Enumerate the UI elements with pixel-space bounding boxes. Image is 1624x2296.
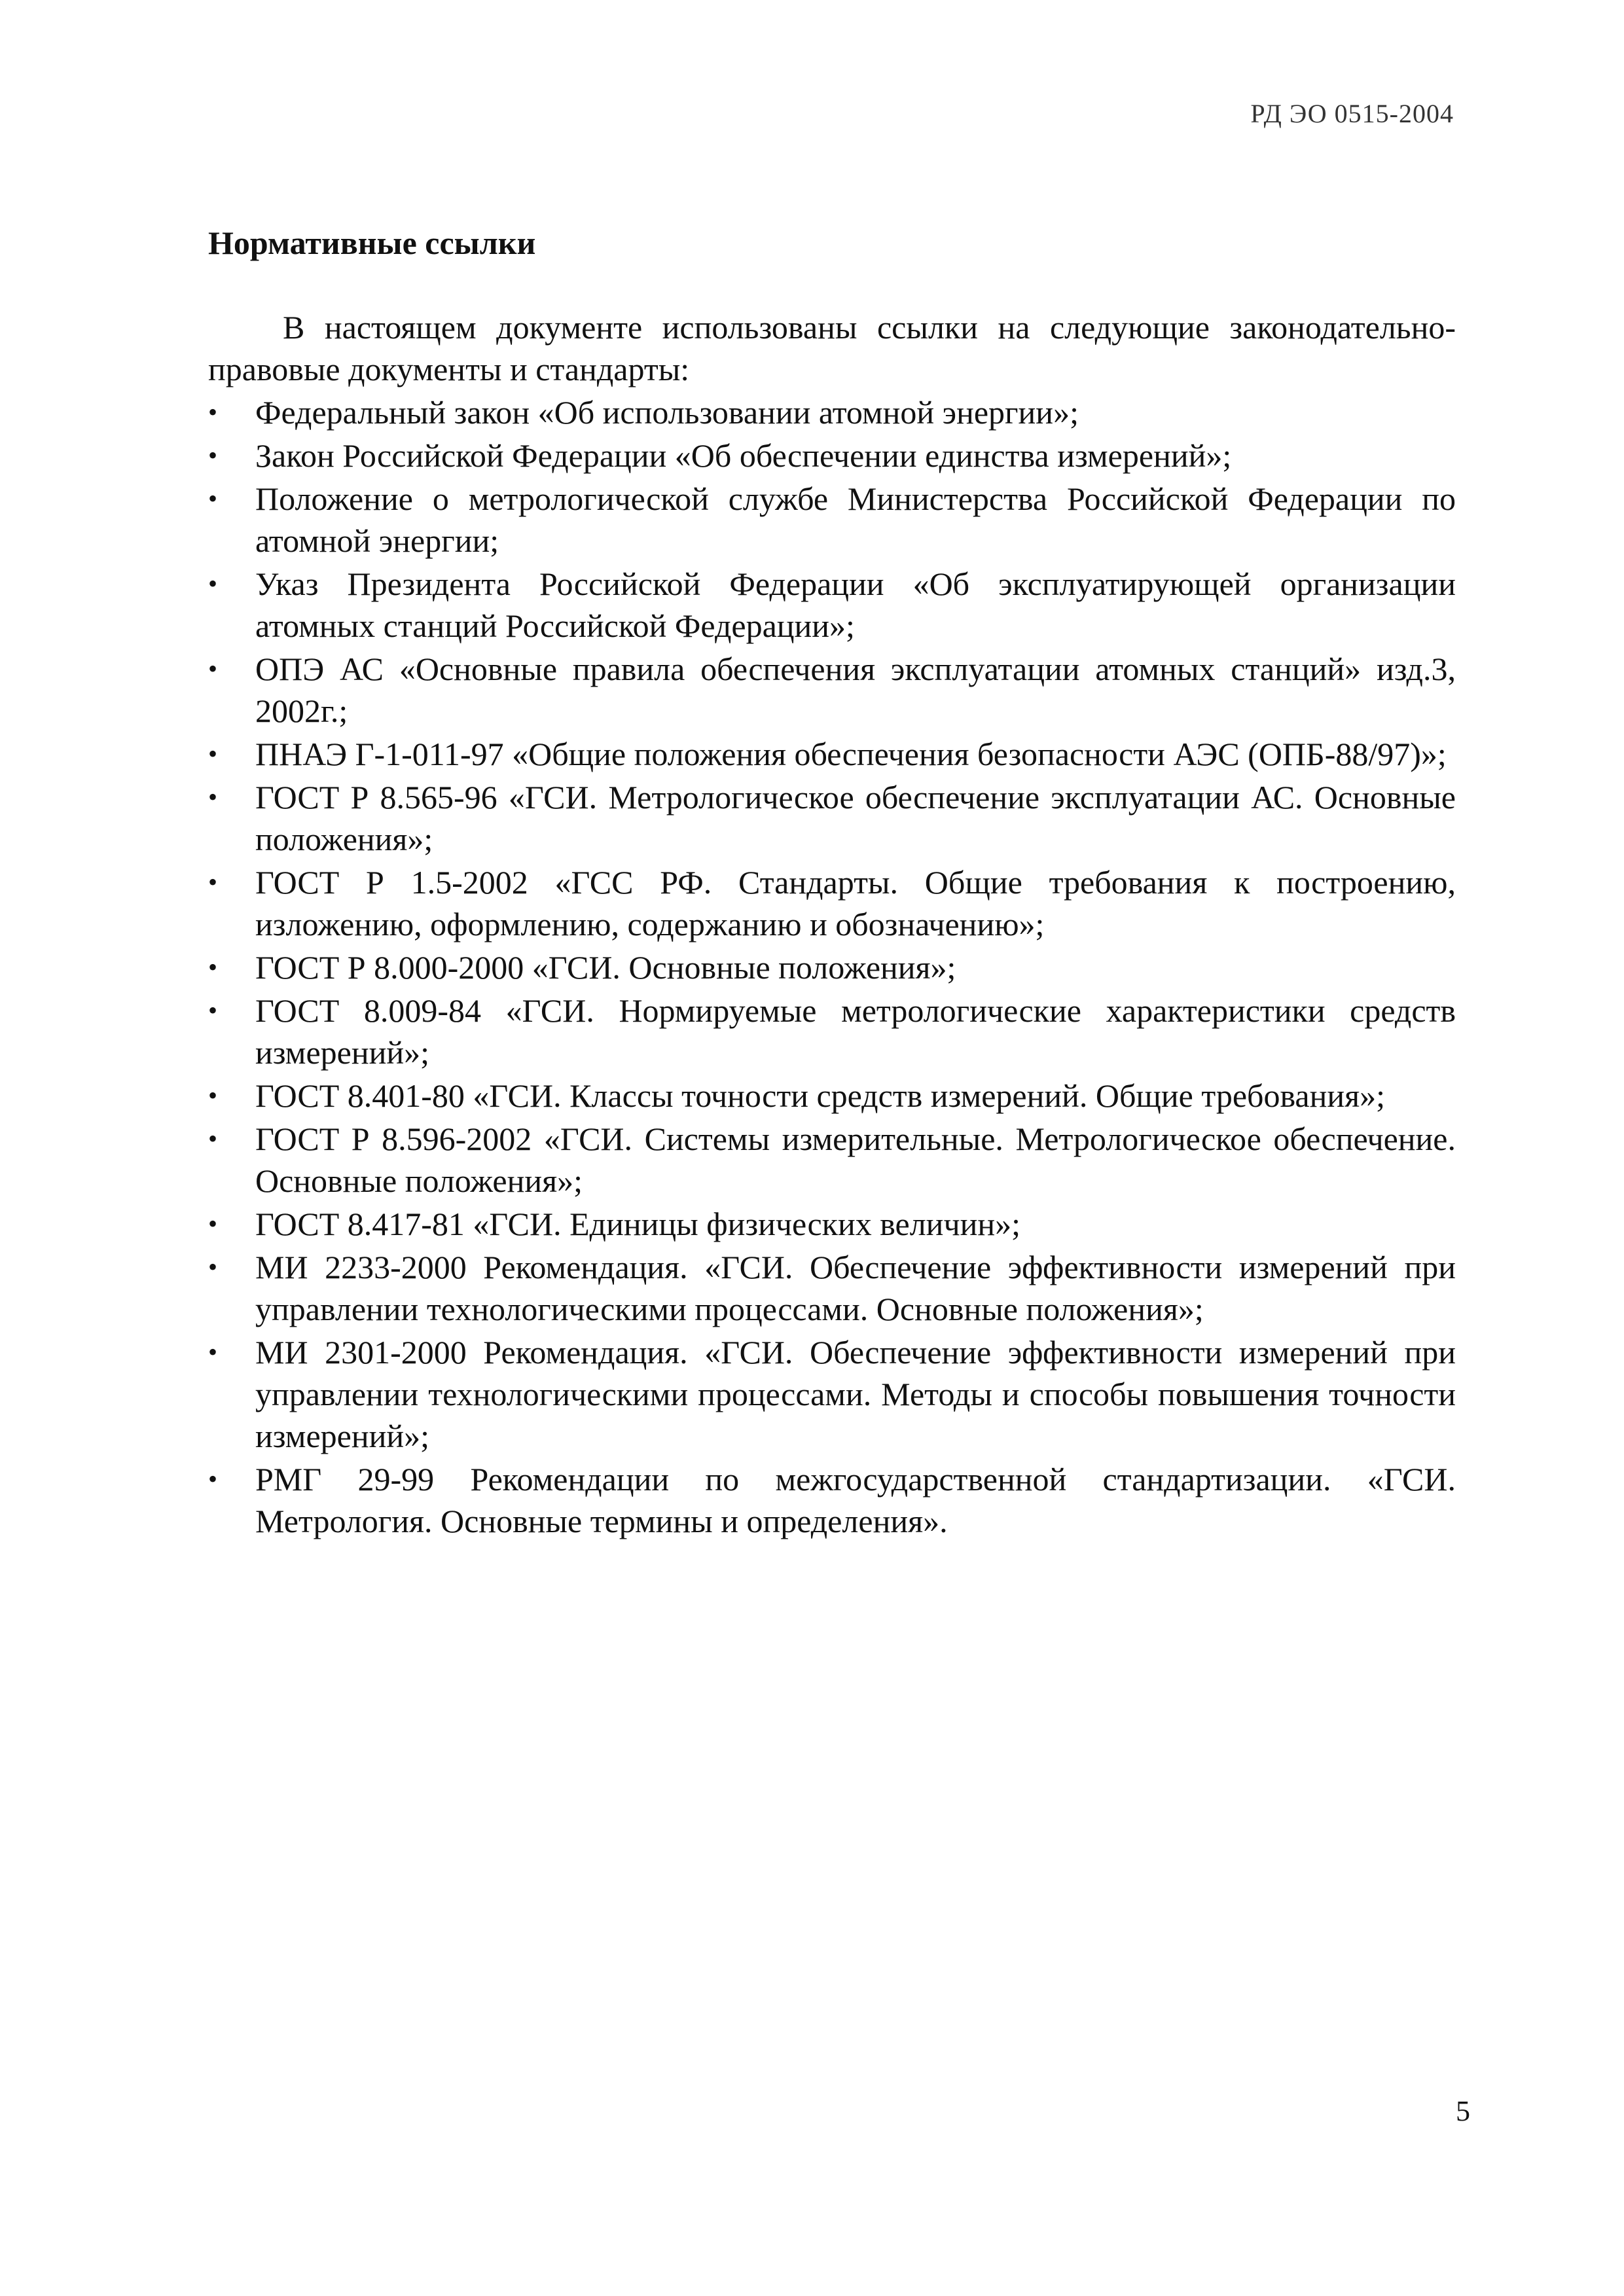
intro-paragraph: В настоящем документе использованы ссылки на следующие законодательно-правовые документы и стандарты: [208,309,1456,387]
bullet-icon: • [208,739,218,768]
bullet-icon: • [208,440,218,470]
reference-item [208,776,1456,860]
bullet-icon: • [208,654,218,683]
bullet-icon: • [208,1464,218,1494]
bullet-icon: • [208,569,218,598]
bullet-icon: • [208,1252,218,1282]
reference-text: ГОСТ 8.401-80 «ГСИ. Классы точности средств измерений. Общие требования»; [255,1077,1386,1114]
bullet-icon: • [208,1209,218,1238]
reference-text: ОПЭ АС «Основные правила обеспечения эксплуатации атомных станций» изд.3, 2002г.; [255,651,1456,729]
reference-item [208,1118,1456,1202]
bullet-icon: • [208,397,218,427]
reference-item [208,1075,1456,1117]
bullet-icon: • [208,484,218,513]
reference-text: Федеральный закон «Об использовании атомной энергии»; [255,394,1079,431]
reference-text: ГОСТ Р 8.596-2002 «ГСИ. Системы измерительные. Метрологическое обеспечение. Основные положения»; [255,1121,1456,1199]
reference-item [208,990,1456,1073]
reference-item [208,1331,1456,1457]
reference-item [208,648,1456,732]
reference-item [208,1246,1456,1330]
reference-text: ПНАЭ Г-1-011-97 «Общие положения обеспечения безопасности АЭС (ОПБ-88/97)»; [255,736,1447,772]
reference-text: МИ 2233-2000 Рекомендация. «ГСИ. Обеспечение эффективности измерений при управлении технологическими процессами. Основные положения»; [255,1249,1456,1327]
reference-item [208,1458,1456,1542]
reference-text: ГОСТ Р 1.5-2002 «ГСС РФ. Стандарты. Общие требования к построению, изложению, оформлению, содержанию и обозначению»; [255,864,1456,942]
reference-text: МИ 2301-2000 Рекомендация. «ГСИ. Обеспечение эффективности измерений при управлении технологическими процессами. Методы и способы повышения точности измерений»; [255,1334,1456,1454]
references-list [208,391,1456,1543]
reference-text: Закон Российской Федерации «Об обеспечении единства измерений»; [255,437,1232,474]
reference-text: ГОСТ 8.417-81 «ГСИ. Единицы физических величин»; [255,1206,1020,1242]
reference-item [208,861,1456,945]
page-number: 5 [1456,2095,1470,2127]
reference-item [208,478,1456,562]
reference-item [208,1203,1456,1245]
bullet-icon: • [208,1337,218,1367]
reference-text: Положение о метрологической службе Министерства Российской Федерации по атомной энергии; [255,480,1456,559]
document-code: РД ЭО 0515-2004 [1250,99,1454,128]
reference-item [208,946,1456,988]
bullet-icon: • [208,782,218,812]
reference-text: ГОСТ Р 8.000-2000 «ГСИ. Основные положения»; [255,949,956,986]
reference-item [208,563,1456,647]
reference-text: Указ Президента Российской Федерации «Об эксплуатирующей организации атомных станций Российской Федерации»; [255,565,1456,644]
reference-item [208,435,1456,476]
section-title: Нормативные ссылки [208,224,536,261]
bullet-icon: • [208,996,218,1025]
reference-item [208,391,1456,433]
bullet-icon: • [208,1124,218,1153]
reference-text: ГОСТ 8.009-84 «ГСИ. Нормируемые метрологические характеристики средств измерений»; [255,992,1456,1071]
bullet-icon: • [208,1081,218,1110]
reference-item [208,733,1456,775]
reference-text: РМГ 29-99 Рекомендации по межгосударственной стандартизации. «ГСИ. Метрология. Основные термины и определения». [255,1461,1456,1539]
bullet-icon: • [208,952,218,982]
reference-text: ГОСТ Р 8.565-96 «ГСИ. Метрологическое обеспечение эксплуатации АС. Основные положения»; [255,779,1456,857]
bullet-icon: • [208,867,218,897]
